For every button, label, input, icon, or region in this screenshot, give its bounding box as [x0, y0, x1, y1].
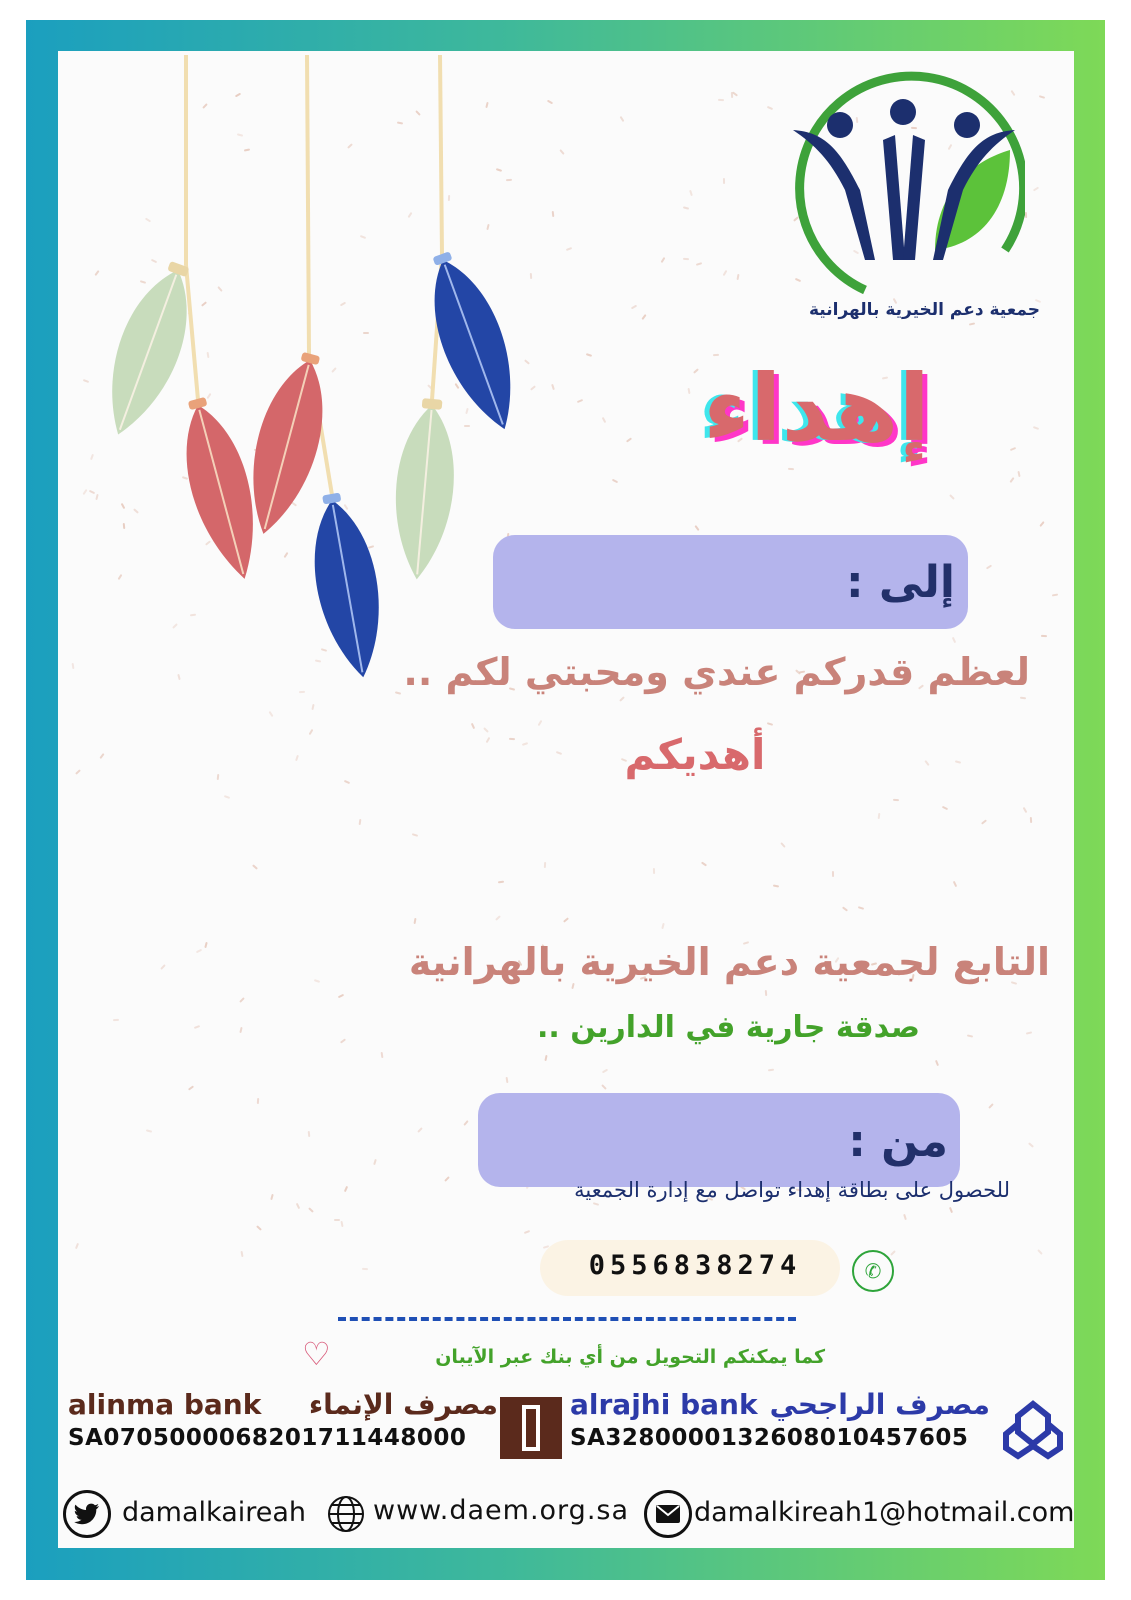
organization-logo — [785, 70, 1025, 300]
speck — [113, 1019, 119, 1021]
dashed-divider — [338, 1317, 796, 1325]
phone-icon: ✆ — [852, 1250, 894, 1292]
speck — [768, 1068, 774, 1071]
speck — [652, 868, 654, 874]
from-label: من : — [848, 1116, 948, 1167]
message-line-2: أهديكم — [624, 730, 766, 779]
bank-name-ar: مصرف الراجحي — [769, 1388, 990, 1421]
speck — [718, 99, 724, 101]
website-link[interactable]: www.daem.org.sa — [373, 1495, 630, 1526]
string — [307, 55, 309, 355]
message-line-1: لعظم قدركم عندي ومحبتي لكم .. — [403, 650, 1030, 694]
twitter-icon[interactable] — [63, 1490, 111, 1538]
bank-alinma — [68, 1388, 498, 1451]
email-address[interactable]: damalkireah1@hotmail.com — [694, 1497, 1075, 1528]
contact-note: للحصول على بطاقة إهداء تواصل مع إدارة الجمعية — [574, 1178, 1010, 1202]
bank-name-en: alinma bank — [68, 1388, 262, 1421]
bank-iban[interactable]: SA0705000068201711448000 — [68, 1425, 467, 1451]
speck — [240, 1251, 243, 1257]
message-line-4: صدقة جارية في الدارين .. — [536, 1010, 920, 1045]
string — [440, 55, 442, 255]
speck — [730, 92, 732, 98]
twitter-handle[interactable]: damalkaireah — [122, 1497, 307, 1528]
alrajhi-logo-icon — [1000, 1398, 1066, 1460]
speck — [1025, 212, 1027, 218]
globe-icon — [327, 1495, 365, 1537]
message-line-3: التابع لجمعية دعم الخيرية بالهرانية — [408, 940, 1050, 984]
leaf-sage-2 — [388, 397, 461, 582]
speck — [832, 871, 834, 877]
email-icon[interactable] — [644, 1490, 692, 1538]
speck — [723, 178, 725, 184]
speck — [551, 211, 554, 217]
logo-caption: جمعية دعم الخيرية بالهرانية — [809, 300, 1040, 320]
speck — [892, 799, 898, 802]
hanging-leaves-decoration — [110, 55, 530, 695]
transfer-note: كما يمكنكم التحويل من أي بنك عبر الآيبان — [435, 1346, 825, 1368]
speck — [1041, 635, 1047, 637]
speck — [788, 467, 794, 470]
alinma-logo-icon — [500, 1397, 562, 1459]
phone-number[interactable]: 0556838274 — [588, 1250, 802, 1281]
heart-icon: ♡ — [302, 1335, 331, 1373]
bank-name-ar: مصرف الإنماء — [308, 1388, 498, 1421]
page-title: إهداء — [702, 355, 930, 462]
speck — [544, 862, 546, 868]
bank-iban[interactable]: SA3280000132608010457605 — [570, 1425, 969, 1451]
bank-alrajhi — [570, 1388, 990, 1451]
string — [186, 265, 198, 400]
to-label: إلى : — [845, 557, 955, 608]
bank-name-en: alrajhi bank — [570, 1388, 758, 1421]
speck — [257, 1098, 259, 1104]
speck — [764, 990, 767, 996]
speck — [334, 1219, 340, 1221]
